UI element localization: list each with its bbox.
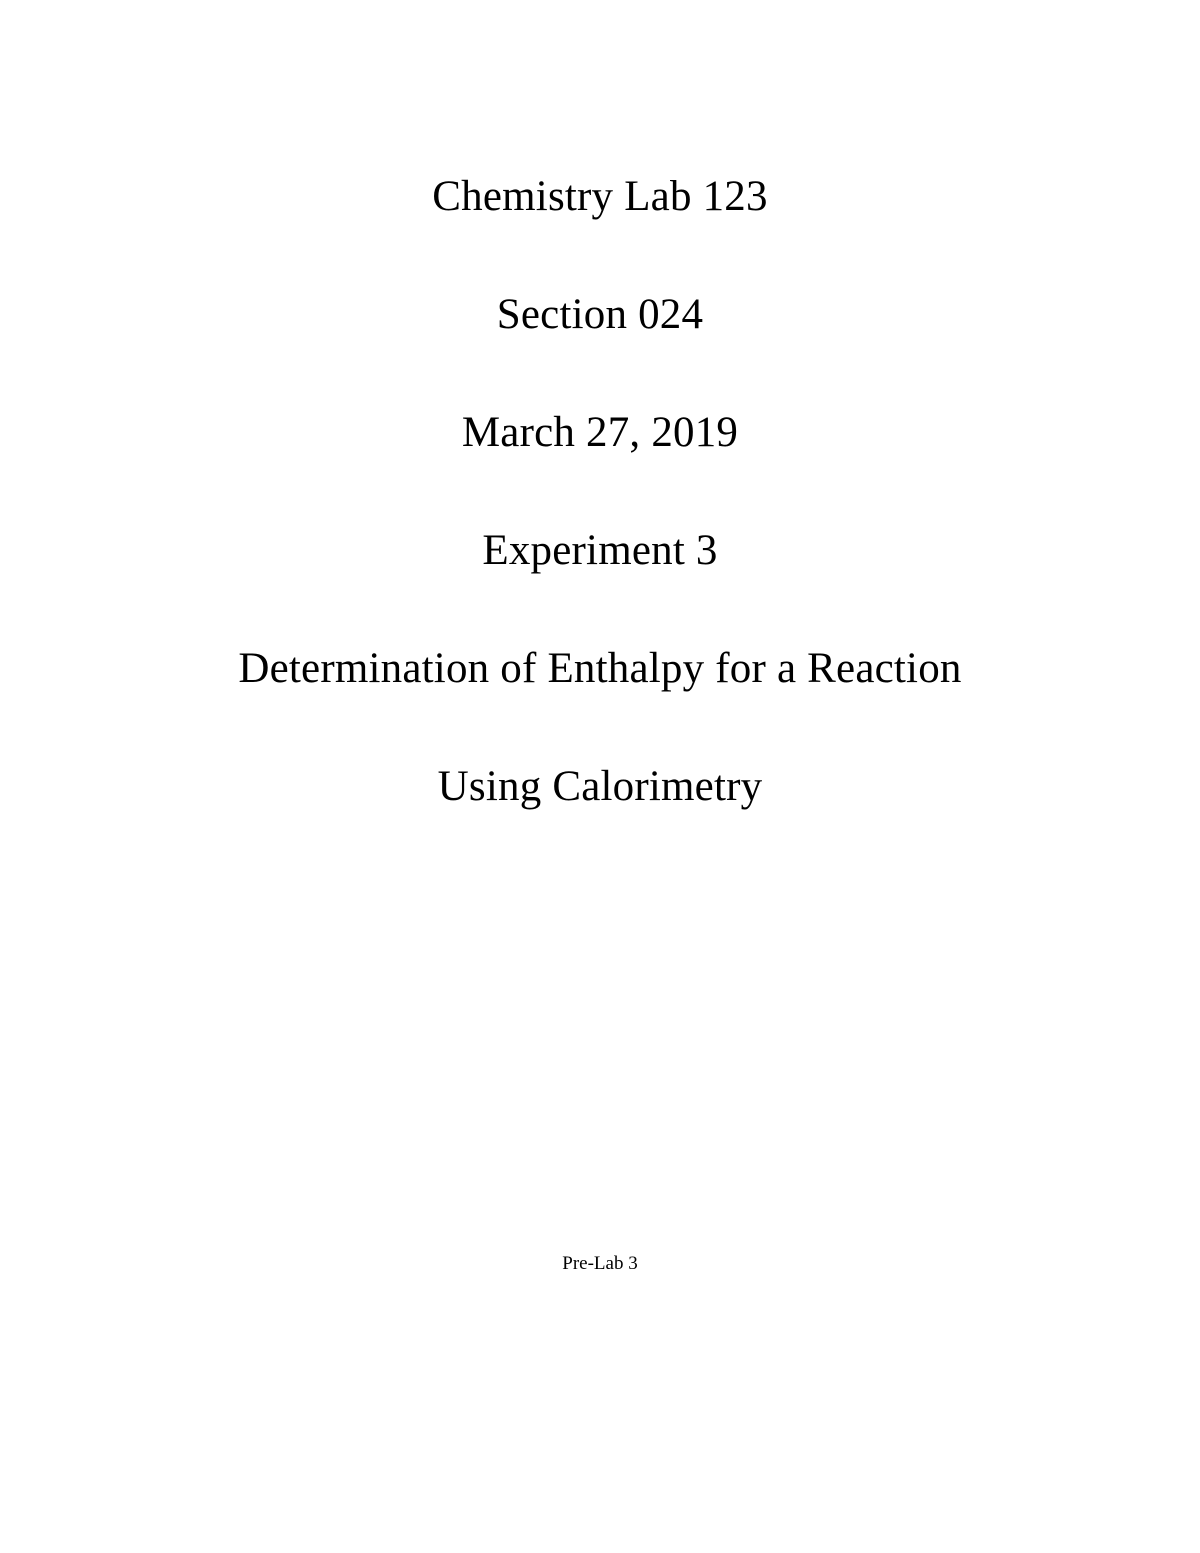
title-block	[0, 138, 1200, 846]
course-title: Chemistry Lab 123	[432, 173, 768, 220]
experiment-title-line-2: Using Calorimetry	[437, 763, 763, 810]
footer-note: Pre-Lab 3	[562, 1253, 638, 1274]
experiment-number: Experiment 3	[482, 527, 718, 574]
experiment-title-line-1: Determination of Enthalpy for a Reaction	[238, 645, 962, 692]
section-number: Section 024	[496, 291, 704, 338]
date: March 27, 2019	[461, 409, 739, 456]
